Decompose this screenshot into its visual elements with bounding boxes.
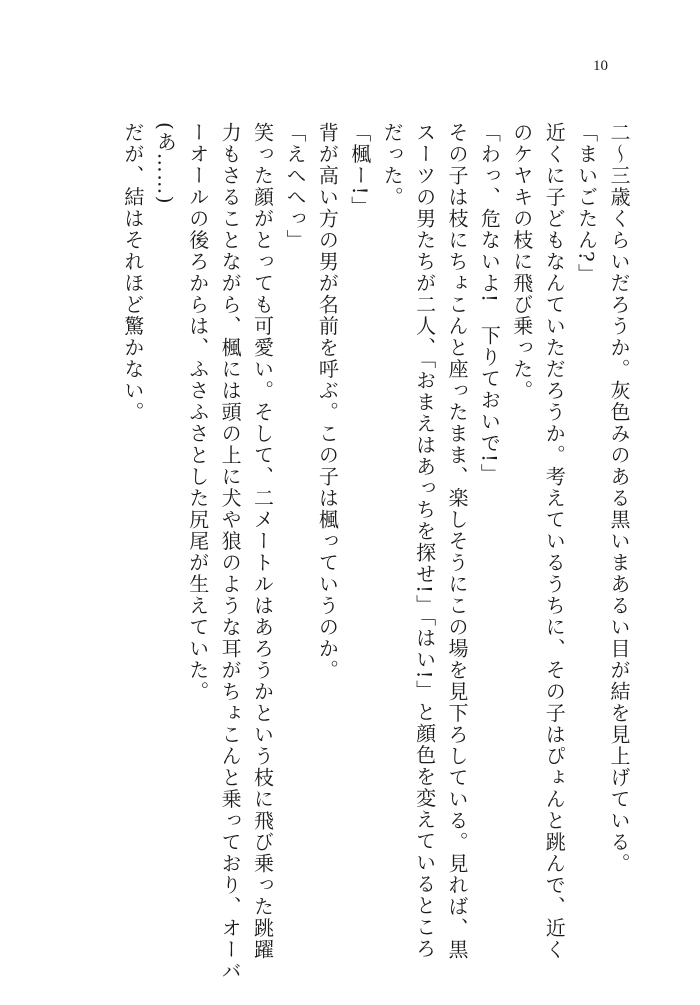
text-line: 背が高い方の男が名前を呼ぶ。この子は楓っていうのか。 [315, 122, 340, 681]
text-line: だった。 [380, 122, 405, 208]
text-line: (あ……) [153, 122, 178, 206]
text-line: その子は枝にちょこんと座ったまま、楽しそうにこの場を見下ろしている。見れば、黒 [444, 122, 469, 961]
page-number: 10 [593, 58, 608, 74]
text-line: 二〜三歳くらいだろうか。灰色みのある黒いまあるい目が結を見上げている。 [607, 122, 631, 875]
text-line: 近くに子どもなんていただろうか。考えているうちに、その子はぴょんと跳んで、近く [542, 122, 567, 961]
text-line: ーオールの後ろからは、ふさふさとした尻尾が生えていた。 [185, 122, 210, 703]
text-line: だが、結はそれほど驚かない。 [120, 122, 145, 423]
text-line: スーツの男たちが二人、「おまえはあっちを探せ!」「はい!」と顔色を変えているところ [412, 122, 437, 960]
text-line: 笑った顔がとっても可愛い。そして、二メートルはあろうかという枝に飛び乗った跳躍 [250, 122, 275, 961]
text-line: 「楓ー!」 [347, 122, 372, 218]
text-line: 力もさることながら、楓には頭の上に犬や狼のような耳がちょこんと乗っており、オーバ [218, 122, 243, 982]
text-line: のケヤキの枝に飛び乗った。 [509, 122, 534, 402]
body-text [117, 122, 636, 982]
text-line: 「まいごたん?」 [574, 122, 599, 285]
text-line: 「えへへっ」 [282, 122, 307, 251]
text-line: 「わっ、危ないよ! 下りておいで!」 [477, 122, 502, 486]
